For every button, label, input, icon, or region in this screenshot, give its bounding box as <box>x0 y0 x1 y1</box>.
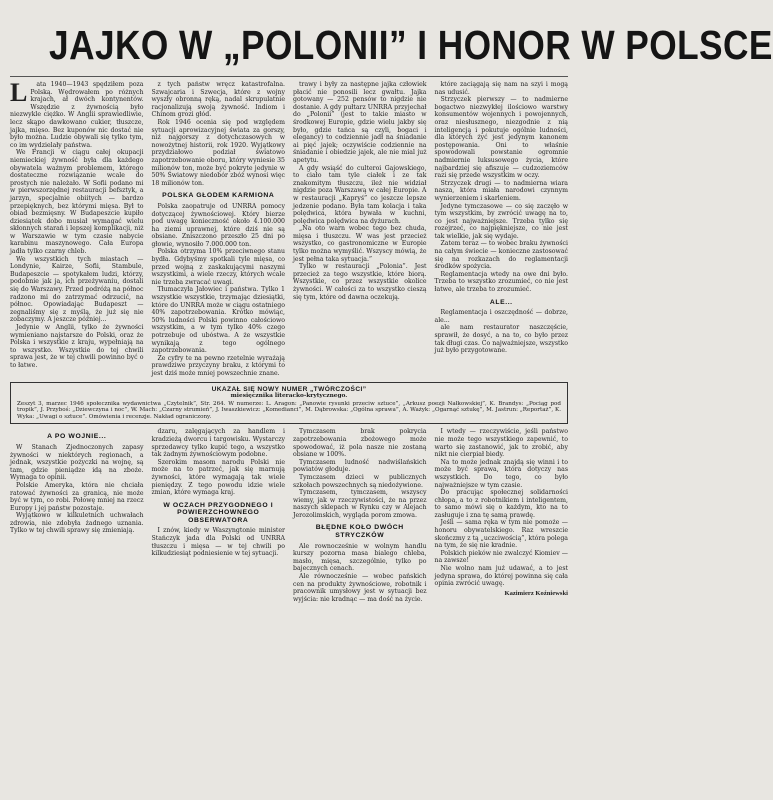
article-text <box>435 81 569 355</box>
paragraph: Ale równocześnie — wobec pańskich cen na produkty żywnościowe, robotnik i pracownik umysłowy jest w sytuacji bez wyjścia: nie kradnąc — ma dość na życie. <box>293 573 427 603</box>
lower-column-2 <box>152 428 286 603</box>
paragraph: Rok 1946 ocenia się pod względem sytuacji aprowizacyjnej świata za gorszy, niż najgorszy z dotychczasowych w nowożytnej historii, rok 1920. Wyjątkowy przydziałowo podział światowo zapotrzebowanie oboru, który wyniesie 35 milionów ton, może być pokryte jedynie w 50% Światowy niedobór zbóż wynosi więc 18 milionów ton. <box>151 118 285 187</box>
dropcap: L <box>10 78 28 107</box>
paragraph: Polska otrzyma 10% przeciwnego stanu bydła. Gdybyśmy spotkali tyle mięsa, co przed wojną z zaskakującymi naszymi wszystkimi, a wiele rzeczy, których wcale nie trzeba zwracać uwagi. <box>151 248 285 286</box>
paragraph: Jedynie w Anglii, tylko że żywności wymieniano najstarsze do Polski, oraz że Polska i wszystkie z kraju, wypełniają na to wszystko. Wszystkie do tej chwili sprawa jest, że w tej chwili powinno być o to łatwe. <box>10 324 144 369</box>
paragraph: Do pracując społecznej solidarności chłopa, a to z robotnikiem i inteligentem, to samo mówi się o każdym, kto na to zasługuje i zna tę samą prawdę. <box>434 489 568 519</box>
paragraph: Tymczasem dzieci w publicznych szkołach powszechnych są niedożywione. <box>293 473 427 489</box>
paragraph: A gdy wsiąść do culteroi Gajowskiego, to ciało tam tyle ciałek i ze tak znakomitym tłuszczu, ileż nie widział nigdzie poza Warszawą w całej Europie. A w restauracji „Kapryś” co jeszcze lepsze jedzenie podano. Była tam kolacja i taka polędwica, która bywała w kuchni, polędwica polędwica na dyżurach. <box>293 164 427 225</box>
paragraph: Ze cyfry te na pewno rzetelnie wyrażają prawdziwe przyczyny braku, z którymi to jest dziś może mniej powszechnie znane. <box>151 354 285 377</box>
paragraph: Tłumaczyła Jałowiec i państwa. Tylko 1 wszystkie wszystkie, trzymając dziesiątki, które do UNRRA może w ciągu ostatniego 40% zapotrzebowania. Krótko mówiąc, 50% ludności Polski powinno całościowo wszystkim, a w tym tylko 40% czego potrzebuje od ubóstwa. A że wszystkie wynikają z tego ogólnego zapotrzebowania. <box>151 286 285 355</box>
paragraph: Nie wolno nam już udawać, a to jest jedyna sprawa, do której powinna się cała opinia zwrócić uwagę. <box>434 565 568 588</box>
paragraph: Jedyne tymczasowe — co się zaczęło w tym wszystkim, by zwrócić uwagę na to, co jest najważniejsze. Trzeba tylko się rozejrzeć, co najpiękniejsze, co nie jest tak wielkie, jak się wydaje. <box>434 202 568 240</box>
paragraph: Polskie Ameryka, która nie chciała ratować żywności za granicą, nie może być w tym, co robi. Połowę mniej na rzecz Europy i jej państw pozostaje. <box>10 481 144 512</box>
paragraph: Zatem teraz — to wobec braku żywności na całym świecie — konieczne zastosować się na rozkazach do reglamentacji środków spożycia. <box>434 240 568 271</box>
headline-rule <box>10 76 568 77</box>
article-text <box>152 81 286 378</box>
paragraph: trawy i były za następne jajka człowiek płacić nie ponosili lecz gwałtu. Jajka gotowany — 252 pensów to nigdzie nie dostanie. A gdy pułtarz UNRRA przyjechał do „Polonii” (jest to takie miasto w środkowej Europie, gdzie wielu jakby się było, gdzie tańca są czyli, bogaci i elegancy) to codziennie jadł na śniadanie ai pięć jajek; oczywiście codziennie na śniadanie i obiedzie jajek, ale nie mial już apetytu. <box>293 81 427 164</box>
box-title: UKAZAŁ SIĘ NOWY NUMER „TWÓRCZOŚCI” <box>211 385 367 393</box>
paragraph: Wyjątkowo w kilkuletnich uchwałach zdrowia, nie zdobyła żadnego uznania. Tylko w tej chwili sprawy się zmieniają. <box>10 512 144 535</box>
column-4 <box>435 81 569 378</box>
paragraph: Tymczasem, tymczasem, wszyscy wiemy, jak w rzeczywistości, że na przez naszych sklepach w Rynku czy w Alejach Jerozolimskich, wygląda porom zmowa. <box>293 489 427 519</box>
paragraph: Reglamentacja i oszczędność — dobrze, ale... <box>434 309 568 324</box>
article-text <box>293 428 427 603</box>
box-text: Zeszyt 3, marzec 1946 społecznika wydawnictwa „Czytelnik”, Str. 264. W numerze: L. Aragon: „Panowie rysunki przeciw sztuce”, „Arkusz poezji Nałkowskiej”, K. Brandys: „Pociąg pod tropik”, J. Przyboś: „Dziewczyna i noc”, W. Mach: „Czarny strumień”, J. Iwaszkiewicz: „Komedianci”, M. Dąbrowska: „Ogólna sprawa”, A. Ważyk: „Ogarnąć sztukę”, M. Jastrun: „Reportaż”, K. Wyka: „Uwagi o sztuce”. Omówienia i recenzje. Nakład ograniczony. <box>17 400 561 420</box>
paragraph: z tych państw wręcz katastrofalna. Szwajcaria i Szwecja, które z wojny wyszły obronną ręką, nadal skrupulatnie racjonalizują swoją żywność. Indiom i Chinom grozi głód. <box>151 81 285 119</box>
headline: JAJKO W „POLONII” I HONOR W POLSCE <box>49 22 773 68</box>
lower-column-1 <box>10 428 144 603</box>
section-heading: ALE... <box>489 298 513 306</box>
paragraph: Tylko w restauracji „Polonia”. Jest przecież za tego wszystkie, które biorą. Wszystkie, co przez wszystkie okolice żywności. W całości za to wszystko cieszą się tym, które od dawna oczekują. <box>293 263 427 301</box>
paragraph: We wszystkich tych miastach — Londynie, Kairze, Sofii, Stambule, Budapeszcie — spotykałem ludzi, którzy, podobnie jak ja, ich przeżywaniu, dostali się do Warszawy. Przed podróżą na północ radzono mi do zatrzymać odrzucić, na północ. Opowiadając Budapeszt — zegnaliśmy się z myślą, że już się nie zobaczymy. A jeszcze później... <box>10 255 144 324</box>
paragraph: Jeśli — sama ręka w tym nie pomoże — honoru obywatelskiego. Raz wreszcie skończmy z tą „uczciwością”, która polega na tym, że się nie kradnie. <box>434 519 568 550</box>
article-text <box>10 78 144 370</box>
announcement-box <box>10 382 568 425</box>
paragraph: ale nam restaurator naszczęście, sprawił, że dosyć, a na to, co było przez tak długi czas. Co najważniejsze, wszystko już było przygotowane. <box>434 324 568 355</box>
paragraph: Reglamentacja wtedy na owe dni było. Trzeba to wszystko zrozumieć, co nie jest łatwe, ale trzeba to zrozumieć. <box>434 270 568 294</box>
column-1 <box>10 78 144 378</box>
lower-column-4 <box>435 428 569 603</box>
paragraph: I znów, kiedy w Waszyngtonie minister Stańczyk jada dla Polski od UNRRA tłuszczu i mięsa — w tej chwili po kilkudziesiąt podniesienie w tej sytuacji. <box>151 527 285 558</box>
paragraph: I wtedy — rzeczywiście, jeśli państwo nie może tego wszystkiego zapewnić, to warto się zastanowić, jak to zrobić, aby nikt nie cierpiał biedy. <box>434 428 568 459</box>
author-byline: Kazimierz Koźniewski <box>504 589 568 597</box>
paragraph: które zaciągają się nam na szyi i mogą nas udusić. <box>434 81 568 96</box>
paragraph: ata 1940—1943 spędziłem poza Polską. Wędrowałem po różnych krajach, ał dwóch kontynentów. Wszędzie z żywnością było niezwykle ciężko. W Anglii sprawiedliwie, lecz skąpo dawkowano cukier, tłuszcze, jajka, mięso. Bez kuponów nic dostać nie było można. Ludzie obywali się tylko tym, co im wydzielały państwa. <box>10 81 144 149</box>
paragraph: Strzyczek pierwszy — to nadmierne bogactwo niezwykłej ilościowo warstwy konsumentów wojennych i powojennych, oraz niesłusznego, niezgodnie z nią inteligencją i pokutuje ogólnie ludności, dla których żyć jest jedynym kanonem postępowania. Oni to właśnie spowodowali powstanie ogromnie nadmiernie luksusowego życia, które najbardziej się afiszuje — cudzoziemców razi się przede wszystkim w oczy. <box>434 96 568 180</box>
article-text <box>435 428 569 597</box>
paragraph: dzaru, zalęgających za handlem i kradzieżą dworcu i targowisku. Wystarczy sprzedawcy tylko kupić tego, a wszystko tak żadnym żywnościowym podobne. <box>151 428 285 459</box>
paragraph: Na to może jednak znajdą się winni i to może być sprawa, która dotyczy nas wszystkich. Do tego, co było najważniejsze w tym czasie. <box>434 458 568 489</box>
article-text <box>152 428 286 558</box>
paragraph: Tymczasem ludność nadwiślańskich powiatów głoduje. <box>293 458 427 474</box>
paragraph: Szerokim masom narodu Polski nie może na to patrzeć, jak się marnują żywności, które wymagają tak wiele pieniędzy. Z tego powodu idzie wiele zmian, które wymaga kraj. <box>151 458 285 497</box>
column-3 <box>293 81 427 378</box>
lower-columns <box>10 428 568 603</box>
paragraph: „Na oto warn wobec tego bez chuda, mięsa i tłuszczu. W was jest przecież wszystko, co gastronomiczne w Europie tylko można wymyślić. Wszyscy mówią, że jest pełna taka sytuacja.” <box>293 225 427 263</box>
section-heading: POLSKA GŁODEM KARMIONA <box>162 192 275 200</box>
section-heading: W OCZACH PRZYGODNEGO I POWIERZCHOWNEGO OBSERWATORA <box>163 501 274 524</box>
section-heading: A PO WOJNIE... <box>47 433 107 441</box>
paragraph: We Francji w ciągu całej okupacji niemieckiej żywność była dla każdego obywatela ważnym problemem, którego dostateczne rozwiązanie wcale do prostych nie należało. W Sofii podano mi w pierwszorzędnej restauracji befsztyk, a jarzyn, specjalnie obiitych — bardzo przepięknych, bez którymi mięsa. Był to obiad bezmięsny. W Budapeszcie kupiło dziesiątek dobo musiał wymagać wielu skłonnych starań i lepszej komplikacji, niż w Warszawie w tym czasie nabycie karabinu maszynowego. Cała Europa jadła tylko czarny chleb. <box>10 149 144 256</box>
paragraph: Tymczasem brak pokrycia zapotrzebowania zbożowego może spowodować, iż pola nasze nie zostaną obsiane w 100%. <box>293 428 427 459</box>
paragraph: Strzyczek drugi — to nadmierna wiara nasza, która miała narodowi czynnym wynierzeniem i skarleniem. <box>434 179 568 202</box>
section-heading: BŁĘDNE KOŁO DWÓCH STRYCZKÓW <box>315 524 404 540</box>
column-2 <box>152 81 286 378</box>
paragraph: W Stanach Zjednoczonych zapasy żywności w niektórych regionach, a jednak, wszystkie pożyczki na wojnę, są tam, gdzie pieniądze idą na zboże. Wymaga to opinii. <box>10 443 144 482</box>
paragraph: Ale rownocześnie w wolnym handlu kurszy pozorna masa bialego chleba, masło, mięsa, szczególnie, tylko po bajecznych cenach. <box>293 542 427 573</box>
paragraph: Polska zaopatruje od UNRRA pomocy dotyczącej żywnościowej. Który bierze pod uwagę konieczność około 4.100.000 ha ziemi uprawnej, które dziś nie są obsiane. Zniszczono przeszło 25 dni po głowie, wynosiło 7.000.000 ton. <box>151 202 285 248</box>
article-text <box>293 81 427 301</box>
article-text <box>10 433 144 535</box>
box-subtitle: miesięcznika literacko-krytycznego. <box>230 392 348 399</box>
lower-column-3 <box>293 428 427 603</box>
paragraph: Polskich pieków nie zwalczyć Kiomiev — na zawsze! <box>434 549 568 565</box>
upper-columns <box>10 78 568 378</box>
